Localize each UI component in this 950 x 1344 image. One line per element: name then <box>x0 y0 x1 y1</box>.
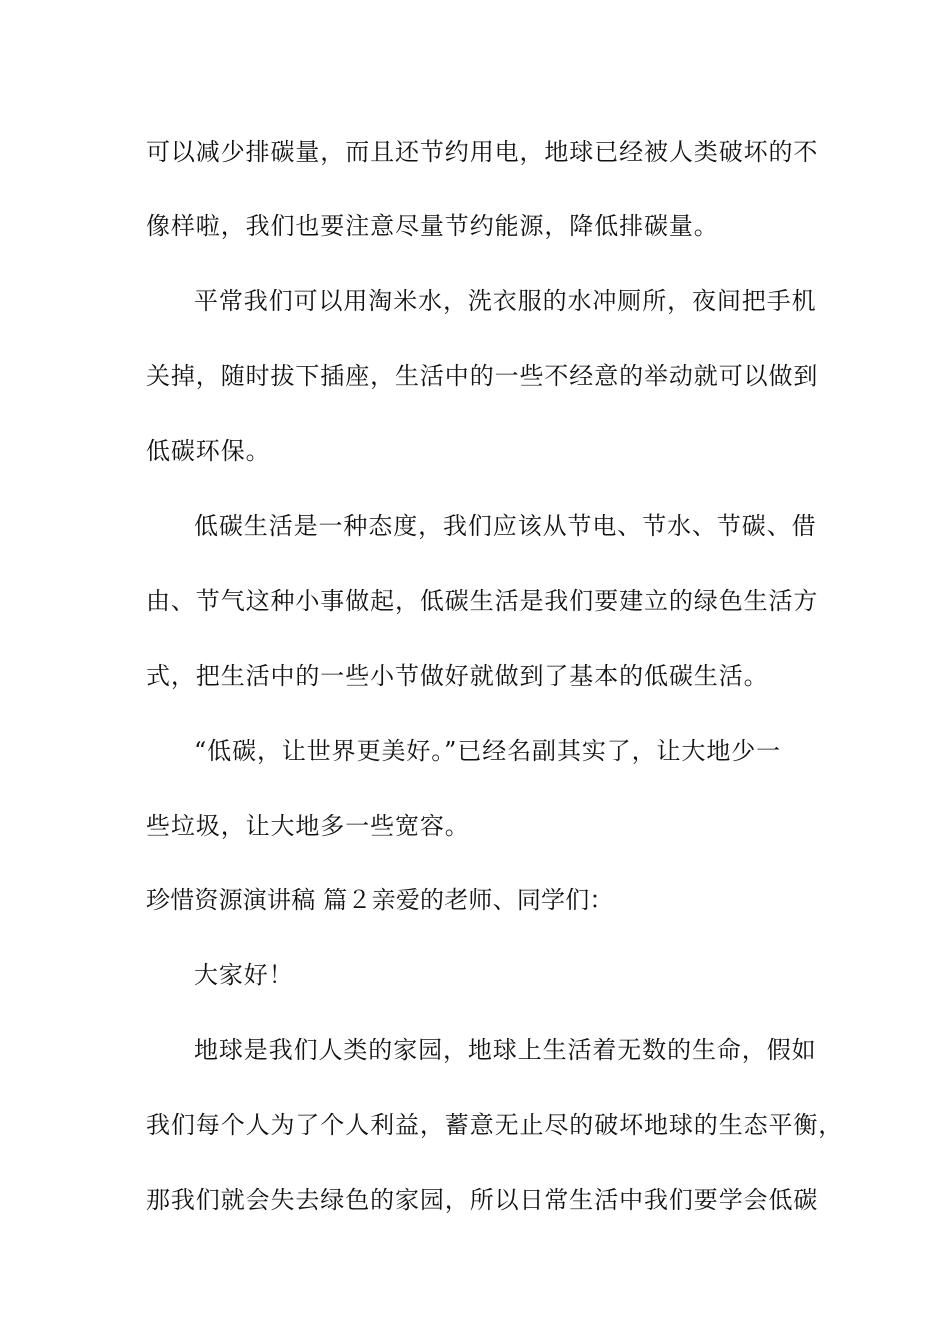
text-line-10: 些垃圾，让大地多一些宽容。 <box>146 812 470 840</box>
text-line-14: 我们每个人为了个人利益，蓄意无止尽的破坏地球的生态平衡， <box>146 1111 844 1139</box>
text-line-4: 关掉，随时拔下插座，生活中的一些不经意的举动就可以做到 <box>146 362 819 390</box>
text-line-15: 那我们就会失去绿色的家园，所以日常生活中我们要学会低碳 <box>146 1186 819 1214</box>
text-line-1: 可以减少排碳量，而且还节约用电，地球已经被人类破坏的不 <box>146 138 819 166</box>
paragraph-line-13: 地球是我们人类的家园，地球上生活着无数的生命，假如 <box>194 1036 817 1064</box>
text-line-2: 像样啦，我们也要注意尽量节约能源，降低排碳量。 <box>146 212 719 240</box>
paragraph-line-9: “低碳，让世界更美好。”已经名副其实了，让大地少一 <box>194 737 782 765</box>
text-line-8: 式，把生活中的一些小节做好就做到了基本的低碳生活。 <box>146 662 769 690</box>
text-line-7: 由、节气这种小事做起，低碳生活是我们要建立的绿色生活方 <box>146 587 819 615</box>
text-line-5: 低碳环保。 <box>146 437 271 465</box>
section-heading: 珍惜资源演讲稿 篇２亲爱的老师、同学们： <box>146 886 614 914</box>
greeting-line: 大家好！ <box>194 961 294 989</box>
paragraph-line-6: 低碳生活是一种态度，我们应该从节电、节水、节碳、借 <box>194 512 817 540</box>
paragraph-line-3: 平常我们可以用淘米水，洗衣服的水冲厕所，夜间把手机 <box>194 287 817 315</box>
